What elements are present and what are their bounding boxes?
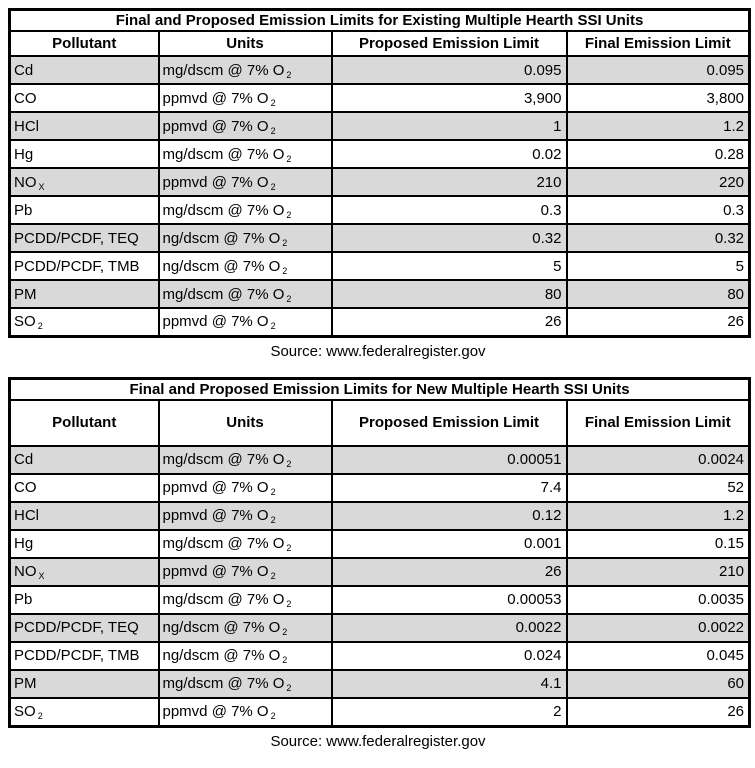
proposed-limit-cell [332,698,567,726]
pollutant-cell-text: Hg [14,535,34,553]
proposed-limit-cell [332,280,567,308]
table-row [10,308,750,336]
units-cell-subscript: 2 [270,97,276,108]
table-row [10,84,750,112]
table-row [10,112,750,140]
units-cell-subscript: 2 [270,571,276,582]
proposed-limit-cell [332,446,567,474]
units-cell-text: mg/dscm @ 7% O [162,675,285,693]
units-cell-text: mg/dscm @ 7% O [162,285,285,303]
units-cell-text: mg/dscm @ 7% O [162,201,285,219]
new-units-table-body [10,446,750,726]
final-limit-cell-text: 3,800 [706,89,745,107]
units-cell [159,196,332,224]
units-cell-subscript: 2 [286,459,292,470]
pollutant-cell [10,252,159,280]
proposed-limit-cell [332,168,567,196]
final-limit-cell [567,56,750,84]
proposed-limit-cell-text: 0.02 [532,145,562,163]
proposed-limit-cell-text: 0.12 [532,507,562,525]
pollutant-cell-text: HCl [14,507,39,525]
pollutant-cell [10,642,159,670]
column-header-proposed-limit: Proposed Emission Limit [332,400,567,446]
proposed-limit-cell [332,56,567,84]
units-cell-text: ppmvd @ 7% O [162,479,269,497]
final-limit-cell [567,196,750,224]
units-cell-text: mg/dscm @ 7% O [162,145,285,163]
pollutant-cell-subscript: 2 [37,711,43,722]
table-row [10,196,750,224]
pollutant-cell [10,586,159,614]
table-row [10,502,750,530]
proposed-limit-cell-text: 0.00051 [507,451,562,469]
table-row [10,280,750,308]
pollutant-cell [10,474,159,502]
final-limit-cell [567,168,750,196]
units-cell-text: ppmvd @ 7% O [162,563,269,581]
column-header-pollutant: Pollutant [10,31,159,56]
final-limit-cell [567,586,750,614]
units-cell [159,308,332,336]
final-limit-cell [567,112,750,140]
units-cell-text: ng/dscm @ 7% O [162,257,281,275]
pollutant-cell [10,698,159,726]
proposed-limit-cell [332,140,567,168]
final-limit-cell-text: 1.2 [723,117,745,135]
final-limit-cell-text: 80 [727,285,745,303]
units-cell-text: mg/dscm @ 7% O [162,451,285,469]
units-cell-subscript: 2 [282,655,288,666]
table-row [10,614,750,642]
units-cell-subscript: 2 [270,181,276,192]
units-cell-subscript: 2 [270,487,276,498]
column-header-units: Units [159,31,332,56]
units-cell [159,140,332,168]
final-limit-cell [567,308,750,336]
units-cell-subscript: 2 [270,711,276,722]
proposed-limit-cell-text: 0.024 [523,647,562,665]
final-limit-cell-text: 60 [727,675,745,693]
final-limit-cell-text: 0.095 [706,61,745,79]
column-header-units: Units [159,400,332,446]
units-cell [159,224,332,252]
proposed-limit-cell [332,308,567,336]
pollutant-cell-text: PM [14,285,37,303]
proposed-limit-cell-text: 0.32 [532,229,562,247]
final-limit-cell-text: 0.045 [706,647,745,665]
pollutant-cell [10,530,159,558]
proposed-limit-cell [332,196,567,224]
column-header-final-limit: Final Emission Limit [567,400,750,446]
proposed-limit-cell [332,558,567,586]
column-header-row [10,31,750,56]
pollutant-cell-subscript: 2 [37,321,43,332]
units-cell [159,252,332,280]
table-row [10,670,750,698]
proposed-limit-cell-text: 0.3 [540,201,562,219]
pollutant-cell-text: CO [14,479,37,497]
units-cell [159,168,332,196]
table-row [10,474,750,502]
source-caption: Source: www.federalregister.gov [270,342,486,360]
pollutant-cell [10,112,159,140]
proposed-limit-cell-text: 2 [553,703,562,721]
table-row [10,642,750,670]
units-cell-subscript: 2 [286,683,292,694]
pollutant-cell [10,280,159,308]
proposed-limit-cell [332,84,567,112]
units-cell [159,280,332,308]
units-cell-subscript: 2 [270,321,276,332]
final-limit-cell-text: 0.15 [714,535,745,553]
units-cell [159,698,332,726]
units-cell-text: ppmvd @ 7% O [162,313,269,331]
new-units-section [8,377,748,750]
existing-units-table-body [10,56,750,336]
units-cell-text: mg/dscm @ 7% O [162,61,285,79]
final-limit-cell-text: 0.0035 [698,591,745,609]
final-limit-cell-text: 26 [727,703,745,721]
units-cell-subscript: 2 [286,69,292,80]
units-cell-text: mg/dscm @ 7% O [162,535,285,553]
units-cell [159,586,332,614]
table-title-row [10,378,750,400]
units-cell-subscript: 2 [286,599,292,610]
final-limit-cell-text: 0.3 [723,201,745,219]
column-header-row [10,400,750,446]
table-row [10,586,750,614]
proposed-limit-cell [332,670,567,698]
pollutant-cell-text: Pb [14,591,33,609]
pollutant-cell [10,140,159,168]
pollutant-cell [10,84,159,112]
units-cell [159,558,332,586]
pollutant-cell [10,614,159,642]
units-cell-text: mg/dscm @ 7% O [162,591,285,609]
source-caption: Source: www.federalregister.gov [270,732,486,750]
proposed-limit-cell [332,642,567,670]
units-cell-subscript: 2 [282,265,288,276]
pollutant-cell-text: PCDD/PCDF, TMB [14,257,140,275]
units-cell [159,614,332,642]
units-cell-text: ng/dscm @ 7% O [162,619,281,637]
units-cell-text: ppmvd @ 7% O [162,117,269,135]
pollutant-cell-text: Cd [14,61,34,79]
final-limit-cell-text: 0.32 [714,229,745,247]
pollutant-cell-text: SO [14,313,36,331]
final-limit-cell-text: 52 [727,479,745,497]
final-limit-cell [567,446,750,474]
units-cell-text: ppmvd @ 7% O [162,507,269,525]
final-limit-cell [567,558,750,586]
units-cell [159,502,332,530]
final-limit-cell-text: 0.0022 [698,619,745,637]
units-cell-subscript: 2 [286,209,292,220]
new-units-table [8,377,751,728]
proposed-limit-cell-text: 0.00053 [507,591,562,609]
pollutant-cell-text: Cd [14,451,34,469]
proposed-limit-cell [332,502,567,530]
column-header-pollutant: Pollutant [10,400,159,446]
units-cell [159,446,332,474]
final-limit-cell [567,474,750,502]
proposed-limit-cell-text: 26 [544,313,562,331]
proposed-limit-cell-text: 3,900 [523,89,562,107]
pollutant-cell [10,224,159,252]
table-row [10,530,750,558]
pollutant-cell [10,168,159,196]
table-row [10,56,750,84]
proposed-limit-cell [332,530,567,558]
units-cell-subscript: 2 [286,293,292,304]
units-cell-subscript: 2 [270,515,276,526]
final-limit-cell [567,502,750,530]
pollutant-cell [10,670,159,698]
pollutant-cell-text: NO [14,563,37,581]
proposed-limit-cell [332,474,567,502]
units-cell [159,112,332,140]
units-cell-subscript: 2 [286,153,292,164]
proposed-limit-cell-text: 26 [544,563,562,581]
proposed-limit-cell-text: 7.4 [540,479,562,497]
final-limit-cell-text: 0.28 [714,145,745,163]
pollutant-cell-text: SO [14,703,36,721]
table-row [10,168,750,196]
table-row [10,140,750,168]
pollutant-cell-text: PCDD/PCDF, TEQ [14,619,139,637]
proposed-limit-cell [332,614,567,642]
proposed-limit-cell-text: 0.001 [523,535,562,553]
table-title: Final and Proposed Emission Limits for New Multiple Hearth SSI Units [10,378,750,400]
table-row [10,252,750,280]
pollutant-cell [10,196,159,224]
units-cell-text: ng/dscm @ 7% O [162,647,281,665]
pollutant-cell-subscript: X [38,571,45,582]
pollutant-cell [10,308,159,336]
units-cell [159,530,332,558]
pollutant-cell-text: PCDD/PCDF, TMB [14,647,140,665]
units-cell-text: ppmvd @ 7% O [162,703,269,721]
final-limit-cell [567,698,750,726]
final-limit-cell [567,224,750,252]
pollutant-cell-subscript: X [38,181,45,192]
final-limit-cell [567,530,750,558]
table-row [10,446,750,474]
final-limit-cell-text: 5 [735,257,745,275]
units-cell [159,670,332,698]
pollutant-cell [10,446,159,474]
units-cell [159,84,332,112]
existing-units-table [8,8,751,338]
units-cell [159,56,332,84]
units-cell-subscript: 2 [270,125,276,136]
pollutant-cell-text: Hg [14,145,34,163]
table-row [10,558,750,586]
column-header-final-limit: Final Emission Limit [567,31,750,56]
table-title-row [10,10,750,32]
units-cell [159,474,332,502]
column-header-proposed-limit: Proposed Emission Limit [332,31,567,56]
final-limit-cell-text: 1.2 [723,507,745,525]
final-limit-cell [567,280,750,308]
units-cell-text: ppmvd @ 7% O [162,89,269,107]
final-limit-cell-text: 26 [727,313,745,331]
final-limit-cell [567,140,750,168]
final-limit-cell [567,252,750,280]
pollutant-cell [10,56,159,84]
proposed-limit-cell-text: 1 [553,117,562,135]
units-cell-subscript: 2 [282,627,288,638]
final-limit-cell [567,670,750,698]
final-limit-cell-text: 0.0024 [698,451,745,469]
proposed-limit-cell [332,586,567,614]
pollutant-cell-text: PCDD/PCDF, TEQ [14,229,139,247]
pollutant-cell-text: PM [14,675,37,693]
final-limit-cell [567,642,750,670]
units-cell-subscript: 2 [282,237,288,248]
existing-units-section [8,8,748,360]
proposed-limit-cell-text: 210 [536,173,562,191]
proposed-limit-cell [332,252,567,280]
table-row [10,698,750,726]
proposed-limit-cell-text: 0.0022 [515,619,562,637]
final-limit-cell-text: 220 [718,173,745,191]
table-row [10,224,750,252]
pollutant-cell-text: NO [14,173,37,191]
pollutant-cell [10,502,159,530]
final-limit-cell-text: 210 [718,563,745,581]
proposed-limit-cell-text: 0.095 [523,61,562,79]
final-limit-cell [567,84,750,112]
units-cell [159,642,332,670]
final-limit-cell [567,614,750,642]
proposed-limit-cell-text: 80 [544,285,562,303]
units-cell-text: ppmvd @ 7% O [162,173,269,191]
units-cell-text: ng/dscm @ 7% O [162,229,281,247]
units-cell-subscript: 2 [286,543,292,554]
proposed-limit-cell [332,112,567,140]
proposed-limit-cell [332,224,567,252]
pollutant-cell [10,558,159,586]
proposed-limit-cell-text: 4.1 [540,675,562,693]
pollutant-cell-text: HCl [14,117,39,135]
table-title: Final and Proposed Emission Limits for Existing Multiple Hearth SSI Units [10,10,750,32]
proposed-limit-cell-text: 5 [553,257,562,275]
pollutant-cell-text: CO [14,89,37,107]
pollutant-cell-text: Pb [14,201,33,219]
